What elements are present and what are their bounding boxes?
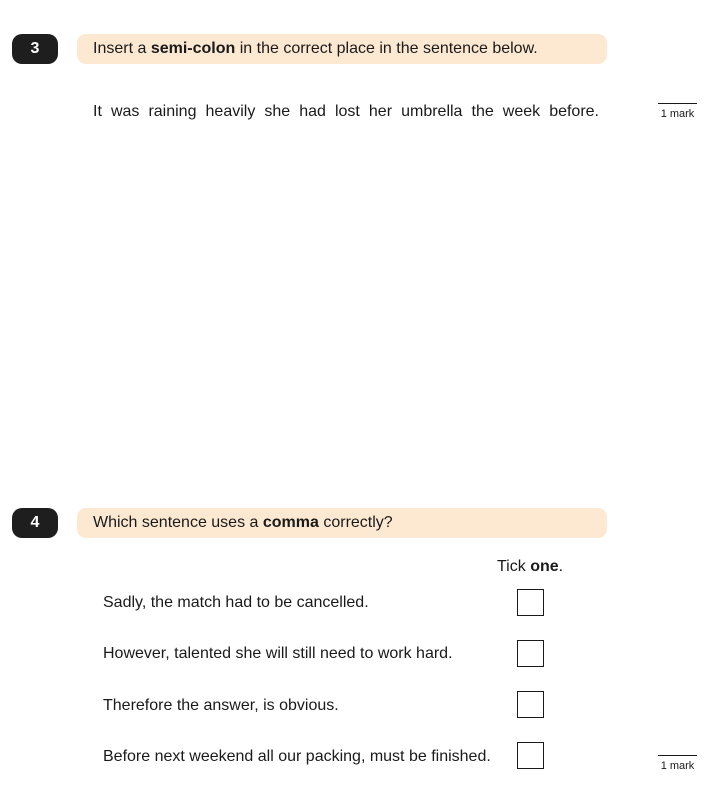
tick-text: Tick <box>497 558 531 575</box>
prompt-text: Insert a <box>93 40 151 57</box>
tick-text: . <box>558 558 564 575</box>
question-number: 4 <box>30 514 40 531</box>
target-sentence[interactable]: It was raining heavily she had lost her umbrella the week before. <box>93 103 599 120</box>
prompt-text: correctly? <box>318 514 393 531</box>
answer-option: Therefore the answer, is obvious. <box>103 697 339 714</box>
tick-box[interactable] <box>517 691 544 718</box>
tick-box[interactable] <box>517 640 544 667</box>
question-prompt <box>77 34 607 64</box>
tick-instruction <box>497 558 563 576</box>
prompt-text: Which sentence uses a <box>93 514 263 531</box>
mark-label: 1 mark <box>658 103 697 120</box>
question-prompt <box>77 508 607 538</box>
answer-option: Before next weekend all our packing, must be finished. <box>103 748 491 765</box>
question-number-badge <box>12 508 58 538</box>
tick-keyword: one <box>530 558 559 575</box>
answer-option: Sadly, the match had to be cancelled. <box>103 594 369 611</box>
answer-option: However, talented she will still need to work hard. <box>103 645 453 662</box>
tick-box[interactable] <box>517 742 544 769</box>
mark-label: 1 mark <box>658 755 697 772</box>
question-number-badge <box>12 34 58 64</box>
tick-box[interactable] <box>517 589 544 616</box>
question-number: 3 <box>30 40 40 57</box>
prompt-text: in the correct place in the sentence below. <box>235 40 538 57</box>
prompt-keyword: comma <box>262 514 319 531</box>
prompt-keyword: semi-colon <box>150 40 236 57</box>
